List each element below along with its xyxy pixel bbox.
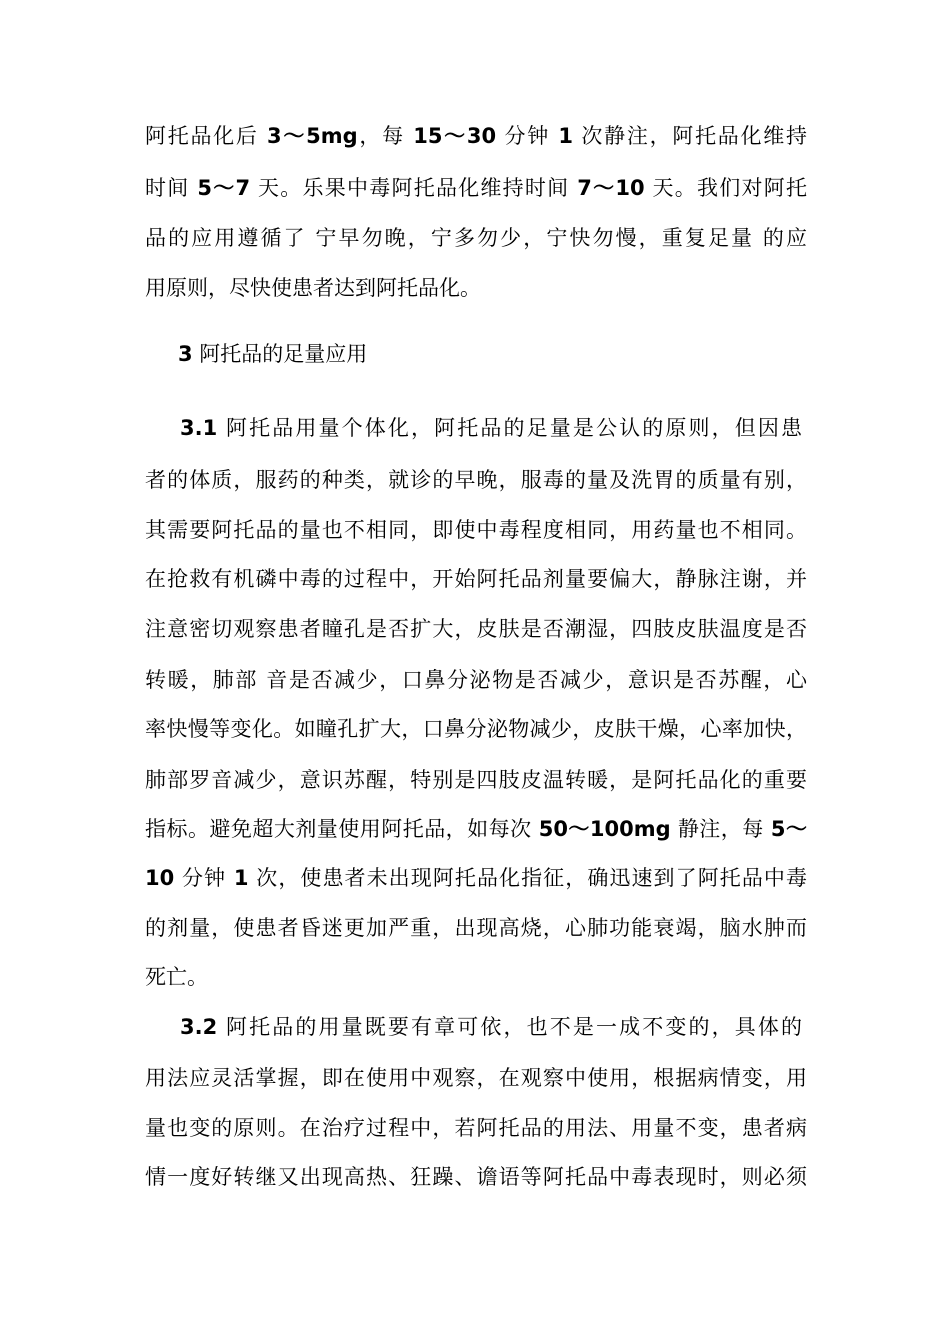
text-segment: 肺部罗音减少，意识苏醒，特别是四肢皮温转暖，是阿托品化的重要	[145, 768, 807, 792]
text-line	[145, 660, 807, 700]
text-line	[145, 858, 807, 898]
text-line	[145, 1108, 807, 1148]
text-line	[145, 168, 807, 208]
bold-number: 5～	[770, 817, 807, 841]
text-segment: 阿托品化后	[145, 124, 268, 148]
text-segment: 用法应灵活掌握，即在使用中观察，在观察中使用，根据病情变，用	[145, 1066, 807, 1090]
bold-number: 1	[233, 866, 249, 890]
text-line	[145, 709, 807, 749]
text-segment: 情一度好转继又出现高热、狂躁、谵语等阿托品中毒表现时，则必须	[145, 1165, 807, 1189]
text-segment: 其需要阿托品的量也不相同，即使中毒程度相同，用药量也不相同。	[145, 518, 807, 542]
text-line	[145, 760, 807, 800]
text-segment: 者的体质，服药的种类，就诊的早晚，服毒的量及洗胃的质量有别，	[145, 468, 807, 492]
text-segment: 量也变的原则。在治疗过程中，若阿托品的用法、用量不变，患者病	[145, 1116, 807, 1140]
text-segment: 在抢救有机磷中毒的过程中，开始阿托品剂量要偏大，静脉注谢，并	[145, 567, 807, 591]
subsection-paragraph-start	[180, 408, 802, 448]
text-segment: 阿托品用量个体化，阿托品的足量是公认的原则，但因患	[217, 416, 802, 440]
bold-number: 1	[558, 124, 574, 148]
text-segment: 天。乐果中毒阿托品化维持时间	[250, 176, 578, 200]
text-segment: 品的应用遵循了 宁早勿晚，宁多勿少，宁快勿慢，重复足量 的应	[145, 226, 807, 250]
text-segment: 转暖，肺部 音是否减少，口鼻分泌物是否减少，意识是否苏醒，心	[145, 668, 807, 692]
text-segment: 的剂量，使患者昏迷更加严重，出现高烧，心肺功能衰竭，脑水肿而	[145, 916, 807, 940]
text-segment: 注意密切观察患者瞳孔是否扩大，皮肤是否潮湿，四肢皮肤温度是否	[145, 617, 807, 641]
text-segment: 阿托品的足量应用	[192, 342, 368, 366]
text-line	[145, 460, 807, 500]
bold-number: 3～5mg	[267, 124, 358, 148]
bold-number: 3.1	[180, 416, 218, 440]
text-line	[145, 809, 807, 849]
text-segment: 静注，每	[670, 817, 771, 841]
text-line	[145, 116, 807, 156]
bold-number: 7～10	[577, 176, 645, 200]
text-segment: 率快慢等变化。如瞳孔扩大，口鼻分泌物减少，皮肤干燥，心率加快，	[145, 717, 807, 741]
text-segment: 时间	[145, 176, 198, 200]
text-line	[145, 1058, 807, 1098]
text-line	[145, 510, 807, 550]
section-heading	[178, 334, 840, 374]
bold-number: 3.2	[180, 1015, 218, 1039]
bold-number: 3	[178, 342, 193, 366]
text-segment: 指标。避免超大剂量使用阿托品，如每次	[145, 817, 539, 841]
text-line	[145, 1157, 807, 1197]
text-segment: 分钟	[496, 124, 559, 148]
subsection-paragraph-start	[180, 1007, 802, 1047]
bold-number: 5～7	[197, 176, 251, 200]
text-segment: 次，使患者未出现阿托品化指征，确迅速到了阿托品中毒	[248, 866, 807, 890]
bold-number: 15～30	[413, 124, 497, 148]
text-segment: 死亡。	[145, 965, 208, 989]
text-segment: 次静注，阿托品化维持	[573, 124, 807, 148]
text-line	[145, 559, 807, 599]
text-line	[145, 609, 807, 649]
text-line	[145, 908, 807, 948]
text-line	[145, 218, 807, 258]
text-segment: 用原则，尽快使患者达到阿托品化。	[145, 276, 481, 300]
text-segment: 阿托品的用量既要有章可依，也不是一成不变的，具体的	[217, 1015, 802, 1039]
text-segment: 分钟	[174, 866, 234, 890]
text-segment: ，每	[357, 124, 414, 148]
text-line	[145, 268, 807, 308]
bold-number: 10	[145, 866, 175, 890]
text-line	[145, 957, 807, 997]
bold-number: 50～100mg	[538, 817, 671, 841]
text-segment: 天。我们对阿托	[644, 176, 807, 200]
